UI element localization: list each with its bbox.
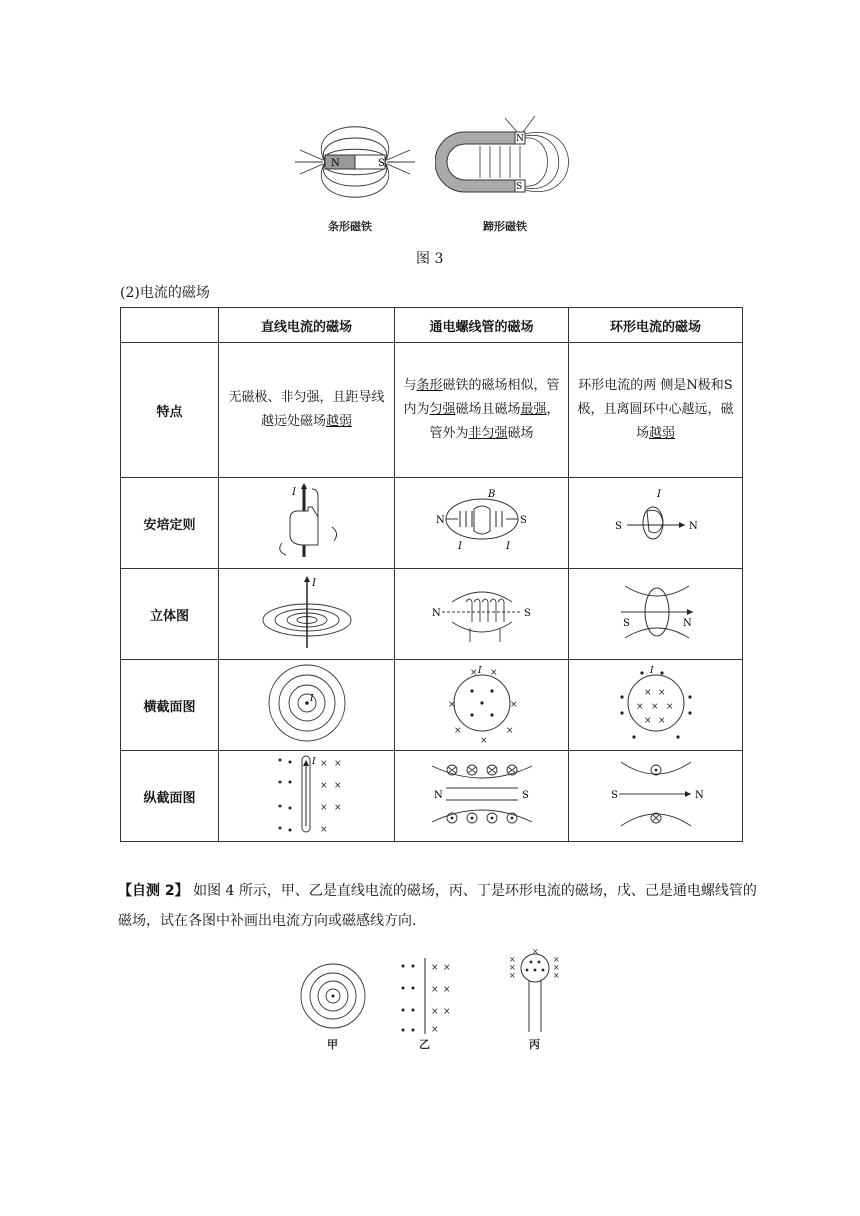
- row-header-3d: 立体图: [121, 569, 219, 660]
- row-header-cross-section: 横截面图: [121, 660, 219, 751]
- svg-text:S: S: [521, 790, 529, 801]
- solenoid-longitudinal-section-icon: [422, 752, 542, 836]
- svg-text:N: N: [688, 521, 698, 532]
- horseshoe-s-pole: S: [516, 182, 523, 192]
- svg-text:×: ×: [443, 963, 451, 973]
- svg-text:N: N: [694, 790, 704, 801]
- svg-text:×: ×: [657, 688, 666, 698]
- bar-n-pole: N: [331, 158, 340, 169]
- svg-text:×: ×: [643, 716, 652, 726]
- svg-text:×: ×: [657, 716, 666, 726]
- feature-ring: 环形电流的两 侧是N极和S极，且离圆环中心越远，磁场越弱: [569, 343, 743, 478]
- svg-text:×: ×: [431, 963, 439, 973]
- right-hand-ring-icon: [601, 481, 711, 561]
- figure-bing-label: 丙: [529, 1038, 540, 1051]
- svg-text:S: S: [614, 521, 622, 532]
- svg-text:I: I: [649, 666, 654, 676]
- svg-text:N: N: [433, 790, 443, 801]
- svg-text:×: ×: [665, 702, 674, 712]
- figure-4: [295, 948, 595, 1053]
- horseshoe-n-pole: N: [516, 134, 524, 144]
- feature-straight: 无磁极、非匀强，且距导线越远处磁场越弱: [219, 343, 395, 478]
- current-magnetic-field-table: [120, 307, 743, 842]
- svg-text:I: I: [311, 757, 316, 767]
- bar-magnet-label: 条形磁铁: [328, 220, 372, 233]
- svg-text:B: B: [487, 489, 495, 500]
- svg-text:×: ×: [431, 985, 439, 995]
- straight-cross-section-icon: [262, 661, 352, 745]
- svg-text:×: ×: [443, 985, 451, 995]
- corner-cell: [121, 308, 219, 343]
- exercise-text: 【自测 2】 如图 4 所示，甲、乙是直线电流的磁场，丙、丁是环形电流的磁场，戊、己是通电螺线管的磁场，试在各图中补画出电流方向或磁感线方向.: [118, 883, 757, 929]
- figure-bing-diagram: [505, 948, 565, 1034]
- cross-solenoid-diagram: [395, 660, 569, 751]
- svg-text:S: S: [523, 608, 531, 619]
- svg-text:×: ×: [509, 955, 516, 964]
- svg-text:S: S: [622, 618, 630, 629]
- svg-text:×: ×: [319, 825, 328, 835]
- table-row: [121, 478, 743, 569]
- svg-text:I: I: [656, 489, 661, 500]
- svg-text:×: ×: [431, 1007, 439, 1017]
- svg-text:S: S: [610, 790, 618, 801]
- svg-text:I: I: [457, 541, 462, 552]
- svg-text:I: I: [291, 487, 296, 498]
- figure-jia-diagram: [295, 958, 371, 1034]
- svg-text:N: N: [431, 608, 441, 619]
- svg-text:×: ×: [469, 668, 478, 678]
- svg-text:×: ×: [505, 726, 514, 736]
- long-ring-diagram: [569, 751, 743, 842]
- straight-longitudinal-section-icon: [262, 752, 352, 836]
- horseshoe-magnet-diagram: [435, 110, 585, 200]
- figure-caption: 图 3: [416, 251, 444, 267]
- svg-text:×: ×: [509, 700, 518, 710]
- table-row: [121, 343, 743, 478]
- svg-text:I: I: [311, 578, 316, 589]
- svg-text:×: ×: [489, 668, 498, 678]
- svg-text:I: I: [505, 541, 510, 552]
- svg-text:×: ×: [509, 963, 516, 972]
- table-row: [121, 569, 743, 660]
- horseshoe-magnet-label: 蹄形磁铁: [483, 220, 527, 233]
- svg-text:I: I: [477, 666, 482, 676]
- svg-text:×: ×: [643, 688, 652, 698]
- col-header-ring: 环形电流的磁场: [569, 308, 743, 343]
- col-header-straight: 直线电流的磁场: [219, 308, 395, 343]
- table-row: [121, 751, 743, 842]
- svg-text:×: ×: [635, 702, 644, 712]
- exercise-tag: 【自测 2】: [118, 883, 189, 899]
- svg-text:×: ×: [650, 702, 659, 712]
- svg-text:×: ×: [479, 736, 488, 745]
- row-header-longitudinal-section: 纵截面图: [121, 751, 219, 842]
- table-header-row: [121, 308, 743, 343]
- svg-text:×: ×: [333, 781, 342, 791]
- svg-text:×: ×: [333, 803, 342, 813]
- section-heading: (2)电流的磁场: [120, 285, 210, 301]
- svg-text:×: ×: [443, 1007, 451, 1017]
- straight-current-3d-icon: [252, 572, 362, 652]
- ring-cross-section-icon: [606, 661, 706, 745]
- svg-text:N: N: [682, 618, 692, 629]
- figure-yi-label: 乙: [419, 1038, 430, 1051]
- solenoid-3d-icon: [422, 572, 542, 652]
- svg-text:×: ×: [553, 955, 560, 964]
- ampere-solenoid-diagram: [395, 478, 569, 569]
- svg-text:×: ×: [319, 803, 328, 813]
- figure-3: [280, 110, 590, 240]
- 3d-solenoid-diagram: [395, 569, 569, 660]
- figure-jia-label: 甲: [327, 1038, 338, 1051]
- row-header-ampere-rule: 安培定则: [121, 478, 219, 569]
- ring-longitudinal-section-icon: [601, 752, 711, 836]
- right-hand-straight-icon: [262, 481, 352, 561]
- row-header-features: 特点: [121, 343, 219, 478]
- ampere-ring-diagram: [569, 478, 743, 569]
- col-header-solenoid: 通电螺线管的磁场: [395, 308, 569, 343]
- svg-text:×: ×: [553, 971, 560, 980]
- table-row: [121, 660, 743, 751]
- svg-text:S: S: [519, 515, 527, 526]
- long-straight-diagram: [219, 751, 395, 842]
- svg-text:×: ×: [319, 759, 328, 769]
- svg-text:N: N: [435, 515, 445, 526]
- 3d-ring-diagram: [569, 569, 743, 660]
- feature-solenoid: 与条形磁铁的磁场相似，管内为匀强磁场且磁场最强，管外为非匀强磁场: [395, 343, 569, 478]
- cross-ring-diagram: [569, 660, 743, 751]
- svg-text:×: ×: [431, 1025, 439, 1034]
- svg-text:×: ×: [509, 971, 516, 980]
- ring-current-3d-icon: [601, 572, 711, 652]
- svg-text:I: I: [309, 694, 314, 704]
- cross-straight-diagram: [219, 660, 395, 751]
- solenoid-cross-section-icon: [432, 661, 532, 745]
- long-solenoid-diagram: [395, 751, 569, 842]
- svg-text:×: ×: [447, 700, 456, 710]
- svg-text:×: ×: [453, 726, 462, 736]
- right-hand-solenoid-icon: [422, 481, 542, 561]
- bar-s-pole: S: [378, 158, 385, 169]
- bar-magnet-diagram: [290, 110, 420, 200]
- svg-text:×: ×: [553, 963, 560, 972]
- 3d-straight-diagram: [219, 569, 395, 660]
- svg-text:×: ×: [532, 948, 539, 956]
- ampere-straight-diagram: [219, 478, 395, 569]
- svg-text:×: ×: [319, 781, 328, 791]
- svg-text:×: ×: [333, 759, 342, 769]
- figure-yi-diagram: [395, 958, 455, 1034]
